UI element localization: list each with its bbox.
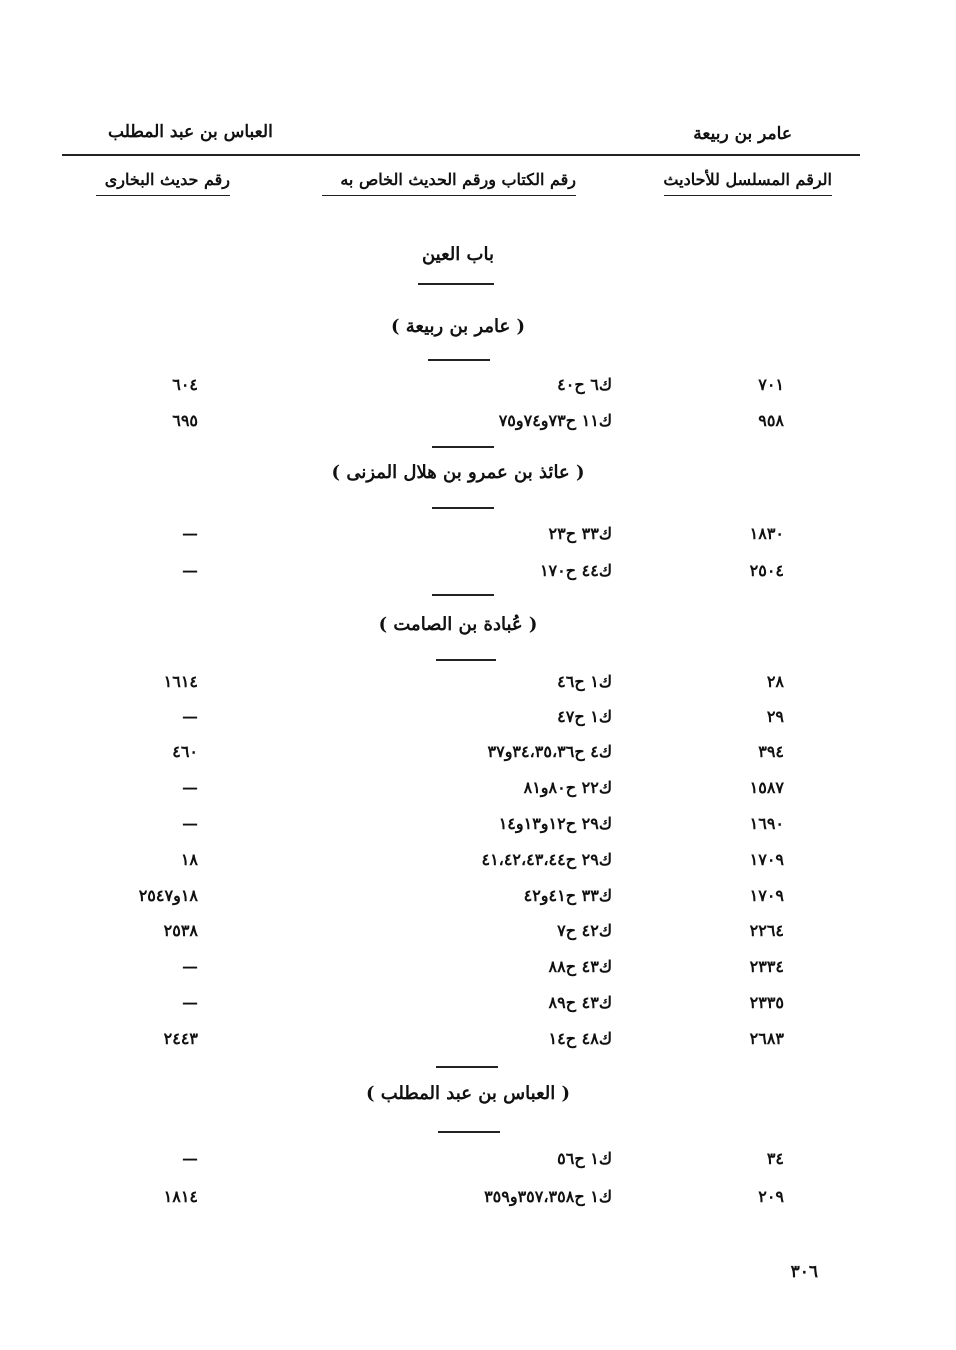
bukhari-number: — [182, 778, 198, 797]
bukhari-number: ٦٠٤ [172, 375, 198, 394]
book-hadith-ref: ك٤٤ ح١٧٠ [539, 561, 612, 580]
bukhari-number: — [182, 993, 198, 1012]
running-head-right: عامر بن ربيعة [693, 124, 792, 144]
section-rule [428, 359, 490, 361]
header-rule [62, 154, 860, 156]
bukhari-number: — [182, 814, 198, 833]
chapter-title: باب العين [421, 244, 494, 265]
book-hadith-ref: ك٢٢ ح٨٠و٨١ [523, 778, 612, 797]
chapter-rule [418, 283, 494, 285]
book-hadith-ref: ك٤ ح٣٤،٣٥،٣٦و٣٧ [487, 742, 612, 761]
book-hadith-ref: ك١١ ح٧٣و٧٤و٧٥ [498, 411, 612, 430]
bukhari-number: — [182, 957, 198, 976]
serial-number: ٢٦٨٣ [749, 1029, 784, 1048]
book-hadith-ref: ك٣٣ ح٤١و٤٢ [523, 886, 612, 905]
serial-number: ٢٣٣٥ [749, 993, 784, 1012]
book-hadith-ref: ك٤٢ ح٧ [557, 921, 612, 940]
book-hadith-ref: ك١ ح٣٥٧،٣٥٨و٣٥٩ [484, 1187, 612, 1206]
bukhari-number: — [182, 524, 198, 543]
serial-number: ٢٨ [766, 672, 784, 691]
section-title: ( عائذ بن عمرو بن هلال المزنى ) [331, 462, 585, 483]
section-title: ( العباس بن عبد المطلب ) [365, 1083, 571, 1104]
bukhari-number: — [182, 707, 198, 726]
page-number: ٣٠٦ [790, 1262, 818, 1282]
book-hadith-ref: ك١ ح٥٦ [557, 1149, 612, 1168]
column-header-serial: الرقم المسلسل للأحاديث [664, 170, 832, 196]
section-rule [432, 507, 494, 509]
serial-number: ٩٥٨ [758, 411, 784, 430]
book-hadith-ref: ك٢٩ ح١٢و١٣و١٤ [498, 814, 612, 833]
book-hadith-ref: ك٦ ح٤٠ [557, 375, 612, 394]
running-head-left: العباس بن عبد المطلب [108, 122, 273, 142]
section-rule [432, 446, 494, 448]
serial-number: ١٧٠٩ [749, 850, 784, 869]
serial-number: ١٧٠٩ [749, 886, 784, 905]
section-rule [436, 659, 496, 661]
section-rule [438, 1131, 500, 1133]
serial-number: ٢٥٠٤ [749, 561, 784, 580]
section-title: ( عُبادة بن الصامت ) [378, 614, 538, 635]
book-hadith-ref: ك١ ح٤٦ [557, 672, 612, 691]
bukhari-number: ١٦١٤ [163, 672, 198, 691]
bukhari-number: ٦٩٥ [172, 411, 198, 430]
bukhari-number: — [182, 561, 198, 580]
book-hadith-ref: ك١ ح٤٧ [557, 707, 612, 726]
bukhari-number: ٤٦٠ [172, 742, 198, 761]
section-title: ( عامر بن ربيعة ) [390, 316, 526, 337]
serial-number: ٢٣٣٤ [749, 957, 784, 976]
bukhari-number: — [182, 1149, 198, 1168]
serial-number: ٧٠١ [758, 375, 784, 394]
column-header-reference: رقم الكتاب ورقم الحديث الخاص به [322, 170, 576, 196]
bukhari-number: ١٨ [180, 850, 198, 869]
serial-number: ١٨٣٠ [749, 524, 784, 543]
book-hadith-ref: ك٣٣ ح٢٣ [548, 524, 612, 543]
bukhari-number: ١٨و٢٥٤٧ [138, 886, 198, 905]
book-hadith-ref: ك٢٩ ح٤١،٤٢،٤٣،٤٤ [481, 850, 612, 869]
bukhari-number: ١٨١٤ [163, 1187, 198, 1206]
bukhari-number: ٢٤٤٣ [163, 1029, 198, 1048]
book-hadith-ref: ك٤٨ ح١٤ [548, 1029, 612, 1048]
serial-number: ٢٩ [766, 707, 784, 726]
serial-number: ٢٢٦٤ [749, 921, 784, 940]
serial-number: ١٦٩٠ [749, 814, 784, 833]
serial-number: ٣٤ [766, 1149, 784, 1168]
section-rule [432, 594, 494, 596]
section-rule [436, 1066, 498, 1068]
serial-number: ٢٠٩ [758, 1187, 784, 1206]
column-header-bukhari: رقم حديث البخارى [96, 170, 230, 196]
bukhari-number: ٢٥٣٨ [163, 921, 198, 940]
serial-number: ١٥٨٧ [749, 778, 784, 797]
book-hadith-ref: ك٤٣ ح٨٨ [548, 957, 612, 976]
serial-number: ٣٩٤ [758, 742, 784, 761]
book-hadith-ref: ك٤٣ ح٨٩ [548, 993, 612, 1012]
